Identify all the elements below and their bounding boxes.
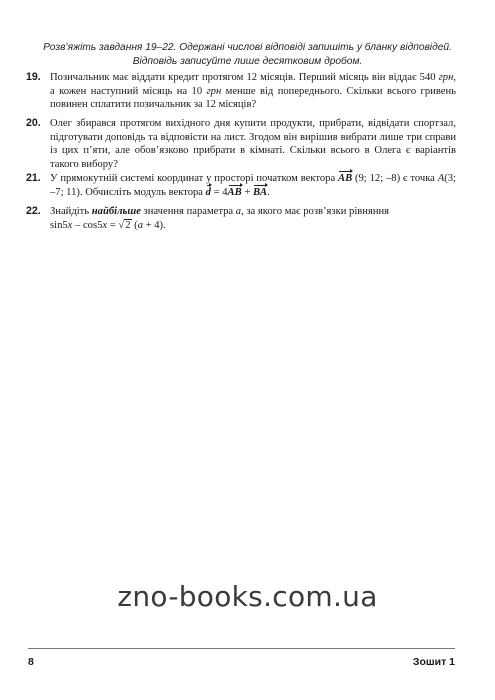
instructions-line-2: Відповідь записуйте лише десятковим дробом. bbox=[132, 56, 363, 67]
task-19-text: Позичальник має віддати кредит протягом 12 місяців. Перший місяць він віддає 540 грн, а кожен наступний місяць на 10 грн менше від попереднього. Скільки всього гривень повинен сплатити позичальник за 12 місяців? bbox=[50, 72, 456, 111]
vector-d: d bbox=[205, 186, 211, 198]
equation: sin5x – cos5x = √2 (a + 4). bbox=[50, 219, 166, 231]
vector-ba: BA bbox=[252, 186, 268, 198]
task-19-number: 19. bbox=[26, 71, 41, 83]
watermark: zno-books.com.ua bbox=[117, 580, 378, 613]
task-20 bbox=[26, 117, 456, 171]
task-20-number: 20. bbox=[26, 117, 41, 129]
notebook-label: Зошит 1 bbox=[412, 656, 455, 668]
task-21-number: 21. bbox=[26, 172, 41, 184]
task-20-text: Олег збирався протягом вихідного дня купити продукти, прибрати, відвідати спортзал, підготувати доповідь та відповісти на лист. Згодом він вирішив вибрати лише три справи із цих п’яти, але обов’язково прибрати в кімнаті. Скільки всього в Олега є варіантів такого вибору? bbox=[50, 118, 456, 170]
instructions bbox=[40, 41, 455, 69]
task-21-text: У прямокутній системі координат у просторі початком вектора AB (9; 12; –8) є точка A(3; –7; 11). Обчисліть модуль вектора d = 4AB + BA. bbox=[50, 173, 456, 198]
sqrt-symbol: √2 bbox=[118, 219, 131, 231]
task-22-text: Знайдіть найбільше значення параметра a, за якого має розв’язки рівняння sin5x – cos5x = √2 (a + 4). bbox=[50, 206, 390, 231]
page-number: 8 bbox=[28, 656, 34, 668]
task-22 bbox=[26, 205, 456, 232]
task-21 bbox=[26, 172, 456, 199]
task-22-number: 22. bbox=[26, 205, 41, 217]
vector-ab: AB bbox=[338, 173, 353, 184]
instructions-line-1: Розв’яжіть завдання 19–22. Одержані числові відповіді запишіть у бланку відповідей. bbox=[43, 42, 452, 53]
footer-divider bbox=[28, 648, 455, 649]
task-19 bbox=[26, 71, 456, 112]
vector-ab-2: AB bbox=[227, 186, 242, 198]
